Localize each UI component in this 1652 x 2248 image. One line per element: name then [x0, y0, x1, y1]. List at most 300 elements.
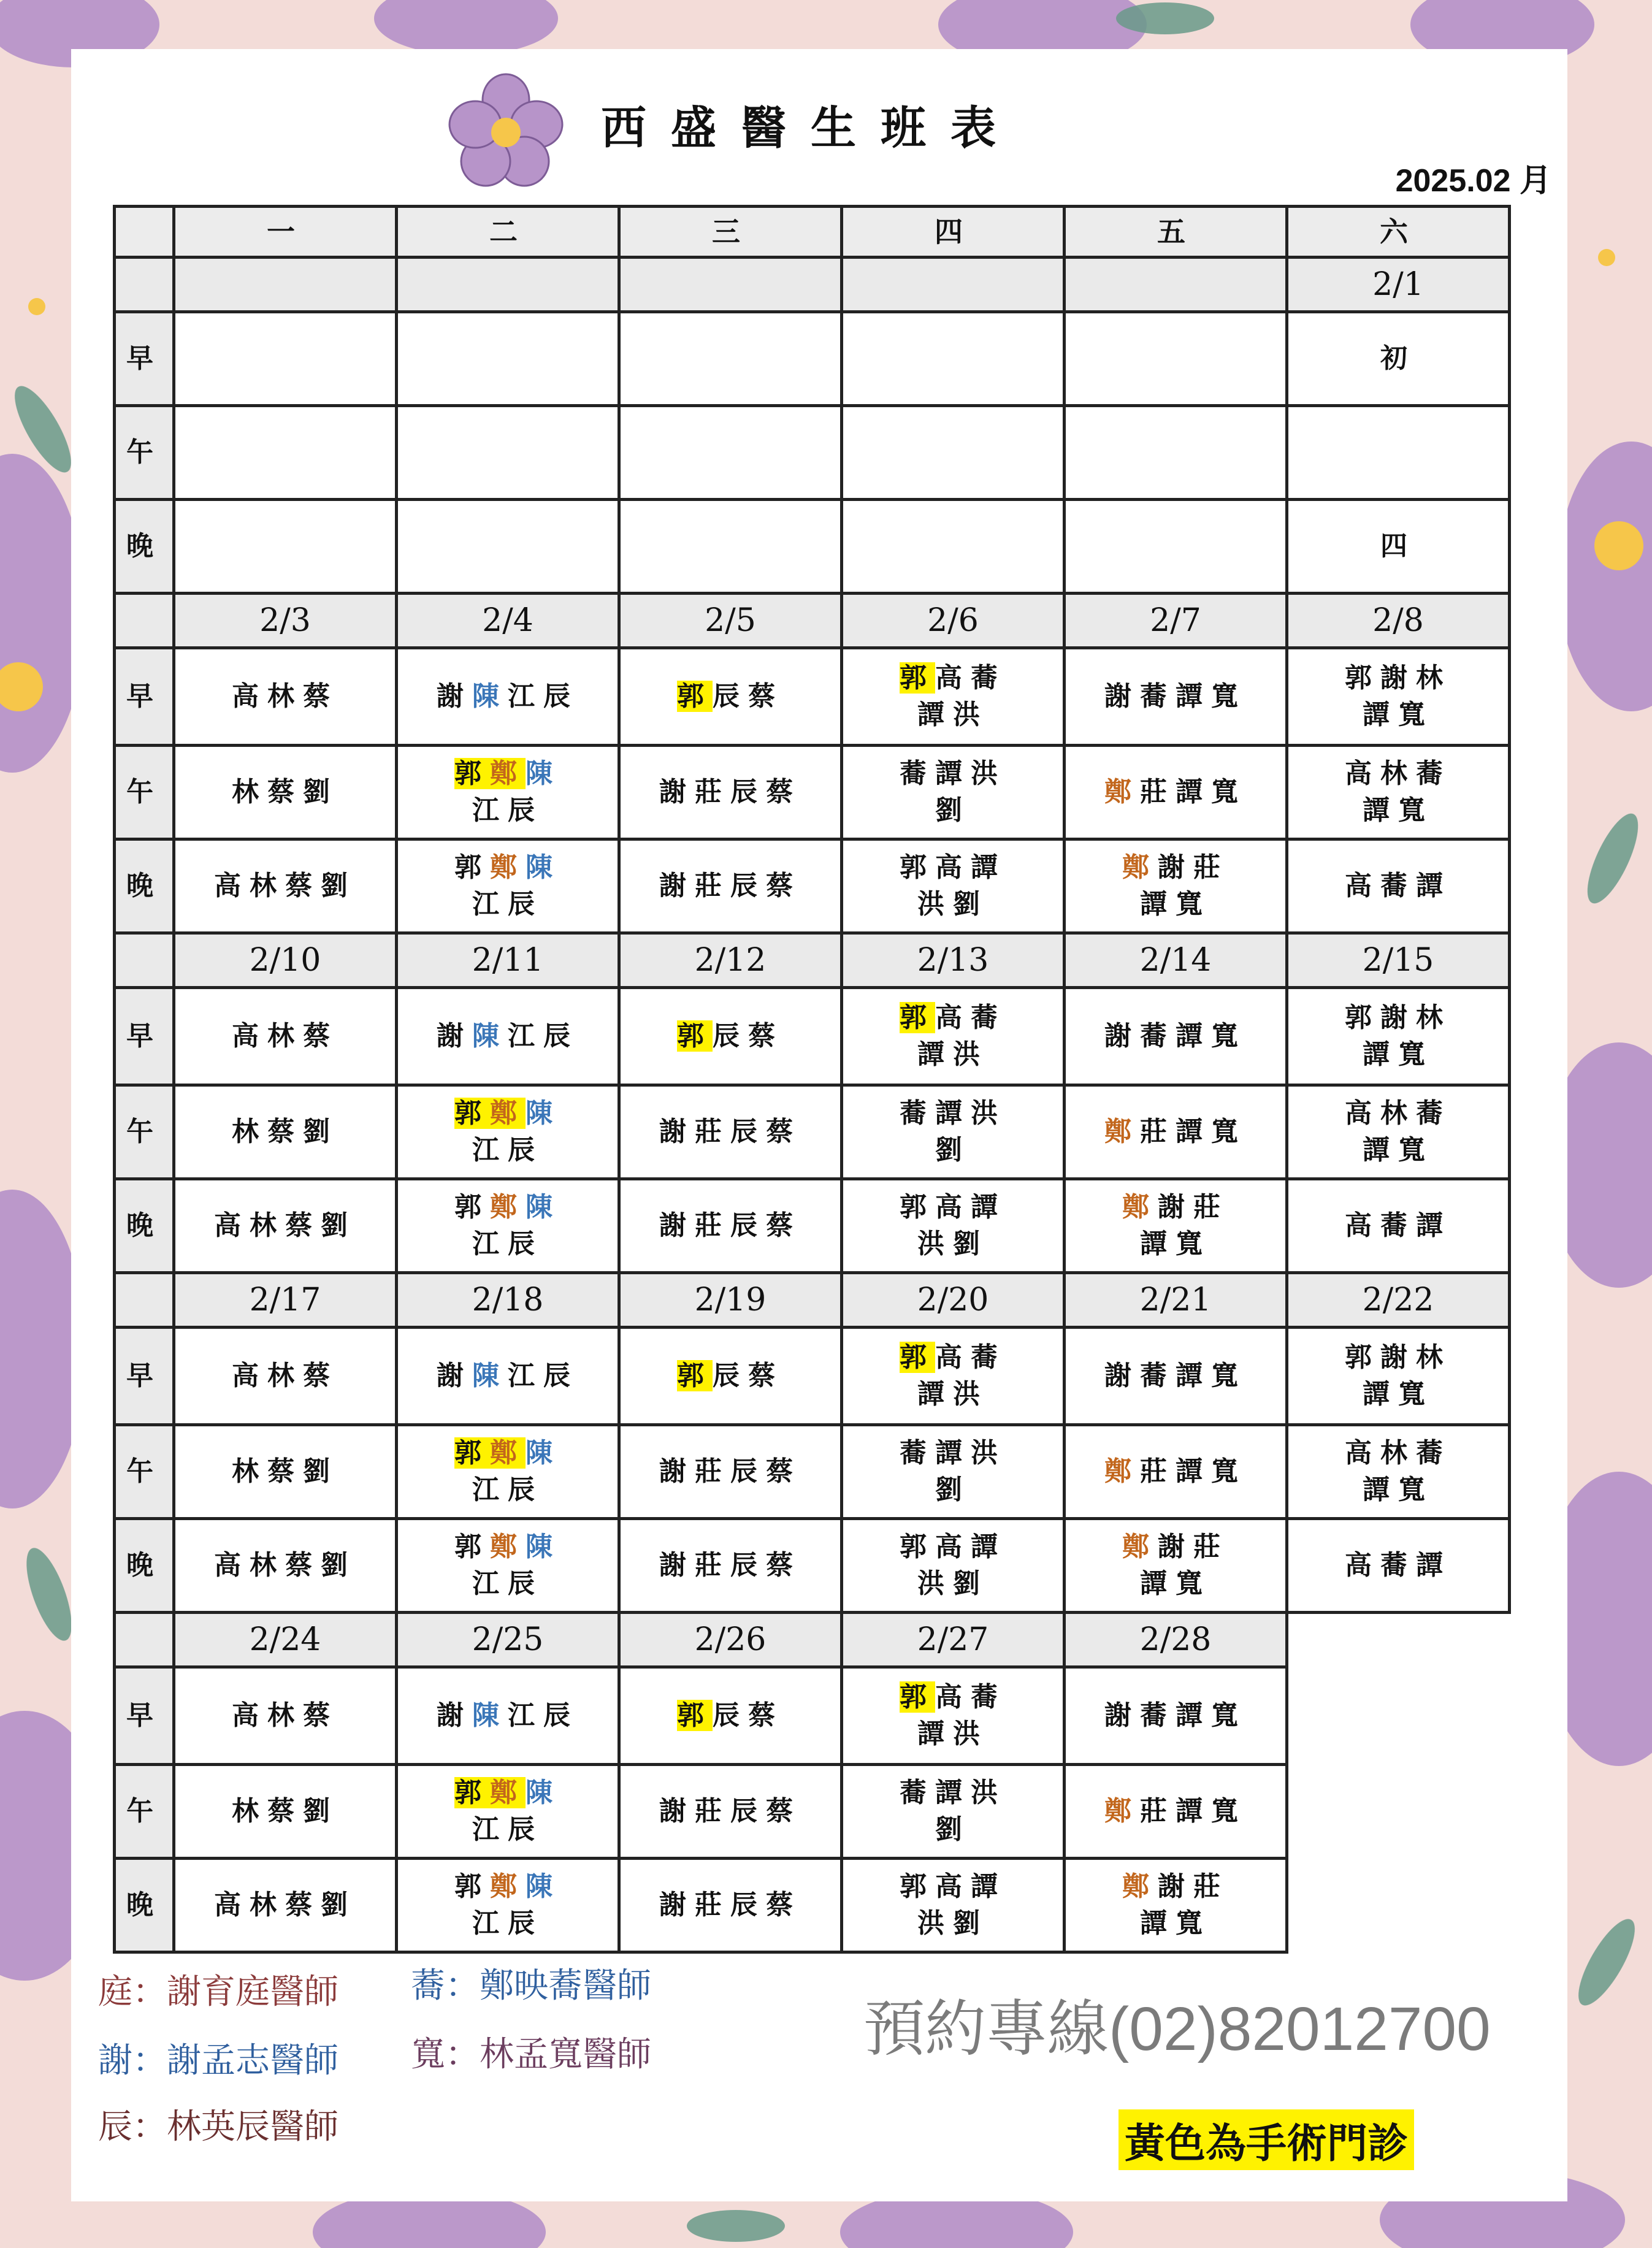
shift-cell	[1287, 406, 1510, 500]
shift-cell	[397, 1667, 619, 1765]
surgery-doctor: 郭	[454, 758, 490, 789]
doctor-names: 高林蔡劉	[214, 1550, 356, 1581]
doctor-names: 鄭	[1104, 1795, 1140, 1827]
surgery-doctor: 鄭	[490, 1098, 526, 1129]
doctor-names: 高林蔡	[232, 681, 338, 712]
doctor-names: 鄭	[1104, 1456, 1140, 1487]
slot-label: 午	[115, 1765, 174, 1859]
doctor-names: 莊譚寬	[1140, 1116, 1247, 1147]
shift-cell	[1065, 746, 1287, 839]
doctor-names: 洪劉	[917, 1908, 989, 1939]
doctor-names: 辰蔡	[713, 1020, 784, 1052]
doctor-names: 陳	[526, 1531, 561, 1562]
doctor-names: 郭高譚	[900, 1871, 1006, 1902]
doctor-names: 郭高譚	[900, 1191, 1006, 1223]
doctor-names: 劉	[935, 795, 971, 826]
morning-row	[115, 1328, 1510, 1425]
slot-label: 晚	[115, 500, 174, 594]
shift-cell	[174, 1859, 397, 1952]
shift-cell	[619, 500, 842, 594]
shift-cell	[1065, 406, 1287, 500]
shift-cell	[397, 988, 619, 1085]
doctor-names: 高林蔡劉	[214, 870, 356, 901]
doctor-names: 陳	[472, 681, 508, 712]
date-cell: 2/10	[174, 933, 397, 988]
doctor-names: 譚寬	[1363, 1378, 1434, 1410]
empty-cell	[1287, 1765, 1510, 1859]
legend-item: 庭：謝育庭醫師	[98, 1972, 338, 2012]
booking-phone: 預約專線(02)82012700	[863, 1995, 1491, 2063]
slot-label: 早	[115, 988, 174, 1085]
legend-item: 蕎：鄭映蕎醫師	[411, 1966, 651, 2006]
doctor-names: 江辰	[508, 1700, 579, 1731]
weekday-header: 二	[397, 207, 619, 258]
doctor-names: 郭謝林	[1345, 662, 1451, 694]
weekday-header: 一	[174, 207, 397, 258]
slot-label: 午	[115, 746, 174, 839]
shift-cell	[1065, 1179, 1287, 1273]
doctor-names: 陳	[526, 1191, 561, 1223]
doctor-names: 鄭	[1104, 1116, 1140, 1147]
slot-label: 早	[115, 312, 174, 406]
doctor-names: 劉	[935, 1814, 971, 1845]
doctor-names: 江辰	[472, 795, 543, 826]
slot-label: 午	[115, 1085, 174, 1179]
morning-row	[115, 1667, 1510, 1765]
weekday-header: 四	[842, 207, 1065, 258]
date-row	[115, 258, 1510, 312]
shift-cell	[1065, 1667, 1287, 1765]
shift-cell	[1287, 839, 1510, 933]
doctor-names: 高蕎	[935, 1342, 1006, 1373]
shift-cell	[842, 1667, 1065, 1765]
evening-row	[115, 500, 1510, 594]
shift-cell	[1065, 1425, 1287, 1519]
doctor-names: 陳	[526, 1098, 561, 1129]
slot-label: 晚	[115, 1519, 174, 1613]
shift-cell	[397, 1859, 619, 1952]
flower-icon	[448, 72, 564, 189]
shift-cell	[397, 500, 619, 594]
shift-cell	[397, 648, 619, 746]
shift-cell	[842, 839, 1065, 933]
surgery-doctor: 郭	[677, 681, 713, 712]
doctor-names: 譚寬	[1363, 1039, 1434, 1070]
doctor-names: 江辰	[472, 1134, 543, 1166]
doctor-names: 鄭	[1122, 1871, 1158, 1902]
shift-cell	[619, 839, 842, 933]
doctor-names: 謝蕎譚寬	[1104, 1360, 1247, 1391]
date-cell: 2/12	[619, 933, 842, 988]
doctor-names: 謝	[437, 1700, 472, 1731]
morning-row	[115, 312, 1510, 406]
noon-row	[115, 746, 1510, 839]
doctor-names: 高蕎譚	[1345, 870, 1451, 901]
shift-cell	[1065, 648, 1287, 746]
doctor-names: 林蔡劉	[232, 1116, 338, 1147]
shift-cell	[174, 500, 397, 594]
doctor-names: 高林蕎	[1345, 1437, 1451, 1469]
doctor-names: 郭	[454, 1531, 490, 1562]
date-row-side	[115, 258, 174, 312]
doctor-names: 謝莊辰蔡	[659, 870, 801, 901]
date-cell: 2/3	[174, 594, 397, 648]
shift-cell	[1287, 1085, 1510, 1179]
doctor-names: 蕎譚洪	[900, 758, 1006, 789]
shift-cell	[174, 1519, 397, 1613]
shift-cell	[397, 1425, 619, 1519]
slot-label: 晚	[115, 839, 174, 933]
date-cell: 2/6	[842, 594, 1065, 648]
shift-cell	[174, 648, 397, 746]
shift-cell: 四	[1287, 500, 1510, 594]
doctor-names: 蕎譚洪	[900, 1437, 1006, 1469]
legend-item: 寬：林孟寬醫師	[411, 2035, 651, 2074]
shift-cell	[842, 988, 1065, 1085]
evening-row	[115, 1519, 1510, 1613]
shift-cell	[619, 1085, 842, 1179]
surgery-doctor: 郭	[900, 1681, 935, 1713]
doctor-names: 謝莊辰蔡	[659, 1456, 801, 1487]
shift-cell	[842, 500, 1065, 594]
date-row-side	[115, 1273, 174, 1328]
doctor-names: 陳	[526, 1437, 561, 1469]
doctor-names: 鄭	[1104, 776, 1140, 808]
doctor-names: 江辰	[472, 889, 543, 920]
date-cell: 2/13	[842, 933, 1065, 988]
shift-cell	[174, 988, 397, 1085]
surgery-doctor: 郭	[900, 1342, 935, 1373]
date-cell: 2/14	[1065, 933, 1287, 988]
shift-cell	[842, 1085, 1065, 1179]
date-row	[115, 1273, 1510, 1328]
morning-row	[115, 648, 1510, 746]
evening-row	[115, 839, 1510, 933]
shift-cell	[1065, 1859, 1287, 1952]
doctor-names: 莊譚寬	[1140, 776, 1247, 808]
slot-label: 晚	[115, 1859, 174, 1952]
shift-cell	[619, 1425, 842, 1519]
doctor-names: 陳	[472, 1360, 508, 1391]
doctor-names: 江辰	[472, 1908, 543, 1939]
doctor-names: 洪劉	[917, 1228, 989, 1260]
doctor-names: 高林蔡	[232, 1360, 338, 1391]
doctor-names: 林蔡劉	[232, 776, 338, 808]
shift-cell	[619, 1519, 842, 1613]
slot-label: 早	[115, 648, 174, 746]
date-cell: 2/18	[397, 1273, 619, 1328]
doctor-names: 劉	[935, 1474, 971, 1505]
morning-row	[115, 988, 1510, 1085]
doctor-names: 莊譚寬	[1140, 1456, 1247, 1487]
doctor-names: 洪劉	[917, 1568, 989, 1599]
shift-cell	[619, 1667, 842, 1765]
doctor-names: 謝莊辰蔡	[659, 1210, 801, 1241]
slot-label: 午	[115, 406, 174, 500]
shift-cell	[619, 1179, 842, 1273]
shift-cell	[842, 746, 1065, 839]
shift-cell	[842, 406, 1065, 500]
shift-cell	[1287, 746, 1510, 839]
doctor-names: 譚寬	[1363, 699, 1434, 730]
date-cell: 2/1	[1287, 258, 1510, 312]
doctor-names: 鄭	[490, 1871, 526, 1902]
doctor-names: 謝	[437, 681, 472, 712]
shift-cell	[1287, 988, 1510, 1085]
date-cell: 2/24	[174, 1613, 397, 1667]
doctor-names: 譚寬	[1363, 1474, 1434, 1505]
doctor-names: 林蔡劉	[232, 1456, 338, 1487]
weekday-header: 五	[1065, 207, 1287, 258]
shift-cell	[842, 648, 1065, 746]
shift-cell	[842, 1519, 1065, 1613]
doctor-names: 謝莊	[1158, 1531, 1229, 1562]
doctor-names: 高林蔡劉	[214, 1210, 356, 1241]
doctor-names: 鄭	[490, 1191, 526, 1223]
doctor-names: 謝蕎譚寬	[1104, 1700, 1247, 1731]
doctor-names: 洪劉	[917, 889, 989, 920]
slot-label: 早	[115, 1667, 174, 1765]
date-cell: 2/5	[619, 594, 842, 648]
shift-cell	[174, 1765, 397, 1859]
doctor-names: 陳	[526, 758, 561, 789]
shift-cell	[842, 312, 1065, 406]
shift-cell	[1065, 500, 1287, 594]
month-label: 2025.02 月	[1395, 163, 1551, 199]
date-row	[115, 1613, 1510, 1667]
doctor-names: 郭高譚	[900, 1531, 1006, 1562]
corner-cell	[115, 207, 174, 258]
doctor-names: 譚寬	[1363, 795, 1434, 826]
doctor-names: 鄭	[1122, 1191, 1158, 1223]
surgery-doctor: 郭	[454, 1777, 490, 1808]
date-cell: 2/19	[619, 1273, 842, 1328]
doctor-names: 劉	[935, 1134, 971, 1166]
shift-cell	[619, 1328, 842, 1425]
date-cell	[174, 258, 397, 312]
shift-cell	[1065, 839, 1287, 933]
shift-cell	[174, 406, 397, 500]
shift-cell	[397, 1519, 619, 1613]
doctor-names: 譚寬	[1363, 1134, 1434, 1166]
date-cell: 2/17	[174, 1273, 397, 1328]
doctor-names: 高林蔡	[232, 1700, 338, 1731]
date-row-side	[115, 594, 174, 648]
doctor-names: 高蕎譚	[1345, 1210, 1451, 1241]
doctor-names: 高蕎	[935, 1681, 1006, 1713]
surgery-doctor: 郭	[454, 1098, 490, 1129]
weekday-header: 六	[1287, 207, 1510, 258]
shift-cell	[174, 1328, 397, 1425]
date-row-side	[115, 933, 174, 988]
weekday-header-row	[115, 207, 1510, 258]
surgery-doctor: 鄭	[490, 1777, 526, 1808]
weekday-header: 三	[619, 207, 842, 258]
doctor-names: 江辰	[472, 1474, 543, 1505]
doctor-names: 謝莊辰蔡	[659, 776, 801, 808]
shift-cell	[174, 1425, 397, 1519]
doctor-names: 謝莊辰蔡	[659, 1116, 801, 1147]
noon-row	[115, 406, 1510, 500]
doctor-names: 蕎譚洪	[900, 1098, 1006, 1129]
shift-cell	[397, 1179, 619, 1273]
doctor-names: 謝莊	[1158, 1871, 1229, 1902]
surgery-note: 黃色為手術門診	[1119, 2109, 1414, 2170]
doctor-names: 高蕎	[935, 1002, 1006, 1033]
schedule-table	[113, 205, 1511, 1954]
doctor-names: 高蕎譚	[1345, 1550, 1451, 1581]
date-row	[115, 933, 1510, 988]
doctor-names: 謝莊辰蔡	[659, 1795, 801, 1827]
slot-label: 早	[115, 1328, 174, 1425]
doctor-names: 謝莊辰蔡	[659, 1550, 801, 1581]
doctor-names: 辰蔡	[713, 681, 784, 712]
shift-cell	[619, 746, 842, 839]
surgery-doctor: 鄭	[490, 1437, 526, 1469]
shift-cell	[619, 1765, 842, 1859]
doctor-names: 江辰	[472, 1814, 543, 1845]
shift-cell	[619, 648, 842, 746]
doctor-names: 譚洪	[917, 699, 989, 730]
doctor-names: 林蔡劉	[232, 1795, 338, 1827]
shift-cell	[1287, 1328, 1510, 1425]
doctor-names: 高林蔡劉	[214, 1889, 356, 1921]
shift-cell	[842, 1765, 1065, 1859]
page-title: 西盛醫生班表	[601, 102, 1020, 155]
doctor-names: 譚寬	[1140, 1568, 1211, 1599]
doctor-names: 郭	[454, 852, 490, 883]
empty-cell	[1287, 1667, 1510, 1765]
date-cell: 2/20	[842, 1273, 1065, 1328]
doctor-names: 謝蕎譚寬	[1104, 681, 1247, 712]
doctor-names: 鄭	[490, 852, 526, 883]
doctor-names: 高蕎	[935, 662, 1006, 694]
doctor-names: 高林蕎	[1345, 1098, 1451, 1129]
date-cell: 2/15	[1287, 933, 1510, 988]
shift-cell	[174, 1179, 397, 1273]
doctor-names: 譚寬	[1140, 889, 1211, 920]
doctor-names: 江辰	[472, 1568, 543, 1599]
doctor-names: 蕎譚洪	[900, 1777, 1006, 1808]
shift-cell	[1065, 1328, 1287, 1425]
shift-cell	[1287, 1519, 1510, 1613]
doctor-names: 郭高譚	[900, 852, 1006, 883]
legend-item: 辰：林英辰醫師	[98, 2107, 338, 2147]
doctor-names: 郭	[454, 1871, 490, 1902]
doctor-names: 鄭	[1122, 1531, 1158, 1562]
date-cell: 2/26	[619, 1613, 842, 1667]
shift-cell	[1065, 312, 1287, 406]
date-cell: 2/11	[397, 933, 619, 988]
date-cell: 2/4	[397, 594, 619, 648]
doctor-names: 謝	[437, 1020, 472, 1052]
date-row	[115, 594, 1510, 648]
shift-cell	[397, 839, 619, 933]
evening-row	[115, 1859, 1510, 1952]
doctor-names: 江辰	[472, 1228, 543, 1260]
doctor-names: 高林蔡	[232, 1020, 338, 1052]
doctor-names: 謝莊辰蔡	[659, 1889, 801, 1921]
empty-cell	[1287, 1613, 1510, 1667]
date-cell: 2/21	[1065, 1273, 1287, 1328]
doctor-names: 謝莊	[1158, 852, 1229, 883]
doctor-names: 謝莊	[1158, 1191, 1229, 1223]
shift-cell	[1065, 1085, 1287, 1179]
shift-cell	[174, 746, 397, 839]
date-cell: 2/8	[1287, 594, 1510, 648]
doctor-names: 陳	[472, 1700, 508, 1731]
shift-cell	[397, 1085, 619, 1179]
doctor-names: 譚寬	[1140, 1908, 1211, 1939]
date-cell	[842, 258, 1065, 312]
noon-row	[115, 1425, 1510, 1519]
shift-cell	[174, 312, 397, 406]
legend-item: 謝：謝孟志醫師	[98, 2041, 338, 2081]
date-cell: 2/27	[842, 1613, 1065, 1667]
shift-cell	[1065, 988, 1287, 1085]
surgery-doctor: 郭	[900, 1002, 935, 1033]
doctor-names: 陳	[472, 1020, 508, 1052]
doctor-names: 譚洪	[917, 1718, 989, 1749]
surgery-doctor: 郭	[677, 1360, 713, 1391]
noon-row	[115, 1085, 1510, 1179]
doctor-names: 江辰	[508, 1020, 579, 1052]
shift-cell	[1065, 1765, 1287, 1859]
doctor-names: 辰蔡	[713, 1360, 784, 1391]
shift-cell	[842, 1425, 1065, 1519]
doctor-names: 江辰	[508, 1360, 579, 1391]
doctor-names: 辰蔡	[713, 1700, 784, 1731]
date-cell	[619, 258, 842, 312]
doctor-names: 鄭	[490, 1531, 526, 1562]
shift-cell	[842, 1179, 1065, 1273]
shift-cell	[619, 988, 842, 1085]
shift-cell: 初	[1287, 312, 1510, 406]
shift-cell	[619, 1859, 842, 1952]
surgery-doctor: 郭	[900, 662, 935, 694]
date-cell: 2/28	[1065, 1613, 1287, 1667]
shift-cell	[174, 839, 397, 933]
shift-cell	[1065, 1519, 1287, 1613]
shift-cell	[397, 1328, 619, 1425]
shift-cell	[619, 312, 842, 406]
date-cell	[1065, 258, 1287, 312]
doctor-names: 陳	[526, 1777, 561, 1808]
surgery-doctor: 鄭	[490, 758, 526, 789]
doctor-names: 高林蕎	[1345, 758, 1451, 789]
doctor-names: 郭	[454, 1191, 490, 1223]
doctor-names: 譚洪	[917, 1378, 989, 1410]
doctor-names: 郭謝林	[1345, 1002, 1451, 1033]
doctor-names: 謝蕎譚寬	[1104, 1020, 1247, 1052]
doctor-names: 陳	[526, 1871, 561, 1902]
shift-cell	[397, 1765, 619, 1859]
date-row-side	[115, 1613, 174, 1667]
date-cell	[397, 258, 619, 312]
doctor-names: 鄭	[1122, 852, 1158, 883]
shift-cell	[1287, 1179, 1510, 1273]
shift-cell	[1287, 1425, 1510, 1519]
doctor-names: 謝	[437, 1360, 472, 1391]
surgery-doctor: 郭	[677, 1020, 713, 1052]
date-cell: 2/25	[397, 1613, 619, 1667]
shift-cell	[397, 746, 619, 839]
doctor-names: 陳	[526, 852, 561, 883]
shift-cell	[174, 1667, 397, 1765]
shift-cell	[842, 1859, 1065, 1952]
doctor-names: 江辰	[508, 681, 579, 712]
noon-row	[115, 1765, 1510, 1859]
